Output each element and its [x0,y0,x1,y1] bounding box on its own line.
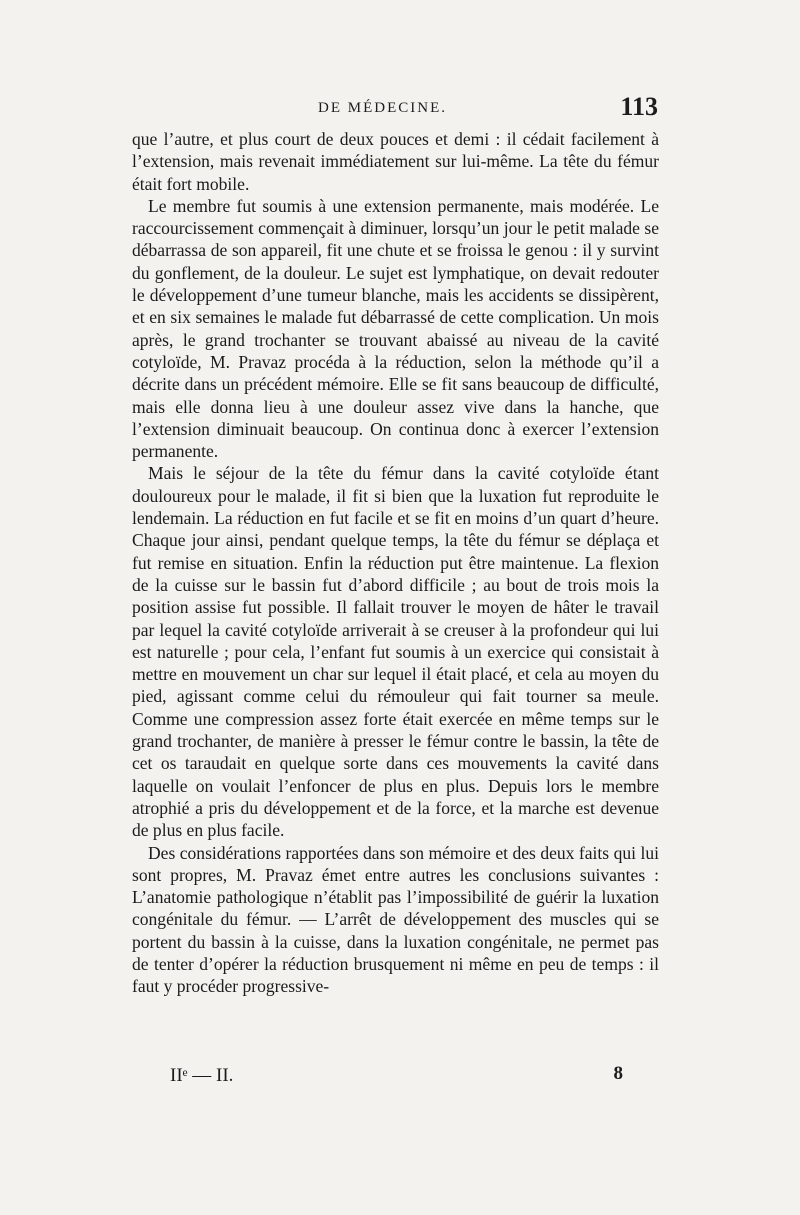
page-header [132,92,658,124]
page-number: 113 [620,92,658,121]
body-text [132,128,659,998]
signature-mark: IIᵉ — II. [170,1065,234,1086]
paragraph: Des considérations rapportées dans son mémoire et des deux faits qui lui sont propres, M. Pravaz émet entre autres les conclusions suivantes : L’anatomie pathologique n’établit pas l’impossibilité de guérir la luxation congénitale du fémur. — L’arrêt de développement des muscles qui se portent du bassin à la cuisse, dans la luxation congénitale, ne permet pas de tenter d’opérer la réduction brusquement ni même en peu de temps : il faut y procéder progressive- [132,842,659,997]
page-footer [132,1063,659,1093]
paragraph: que l’autre, et plus court de deux pouces et demi : il cédait facilement à l’extension, mais revenait immédiatement sur lui-même. La tête du fémur était fort mobile. [132,129,659,194]
paragraph: Le membre fut soumis à une extension permanente, mais modérée. Le raccourcissement commençait à diminuer, lorsqu’un jour le petit malade se débarrassa de son appareil, fit une chute et se froissa le genou : il y survint du gonflement, de la douleur. Le sujet est lymphatique, on devait redouter le développement d’une tumeur blanche, mais les accidents se dissipèrent, et en six semaines le malade fut débarrassé de cette complication. Un mois après, le grand trochanter se trouvant abaissé au niveau de la cavité cotyloïde, M. Pravaz procéda à la réduction, selon la méthode qu’il a décrite dans un précédent mémoire. Elle se fit sans beaucoup de difficulté, mais elle donna lieu à une douleur assez vive dans la hanche, que l’extension diminuait beaucoup. On continua donc à exercer l’extension permanente. [132,195,659,462]
paragraph: Mais le séjour de la tête du fémur dans la cavité cotyloïde étant douloureux pour le malade, il fit si bien que la luxation fut reproduite le lendemain. La réduction en fut facile et se fit en moins d’un quart d’heure. Chaque jour ainsi, pendant quelque temps, la tête du fémur se déplaça et fut remise en situation. Enfin la réduction put être maintenue. La flexion de la cuisse sur le bassin fut d’abord difficile ; au bout de trois mois la position assise fut possible. Il fallait trouver le moyen de hâter le travail par lequel la cavité cotyloïde arriverait à se creuser à la profondeur qui lui est naturelle ; pour cela, l’enfant fut soumis à un exercice qui consistait à mettre en mouvement un char sur lequel il était placé, et cela au moyen du pied, agissant comme celui du rémouleur qui fait tourner sa meule. Comme une compression assez forte était exercée en même temps sur le grand trochanter, de manière à presser le fémur contre le bassin, la tête de cet os taraudait en quelque sorte dans ces mouvements la cavité dans laquelle on voulait l’enfoncer de plus en plus. Depuis lors le membre atrophié a pris du développement et de la force, et la marche est devenue de plus en plus facile. [132,463,659,841]
running-head: DE MÉDECINE. [318,100,447,116]
sheet-number: 8 [613,1063,623,1084]
